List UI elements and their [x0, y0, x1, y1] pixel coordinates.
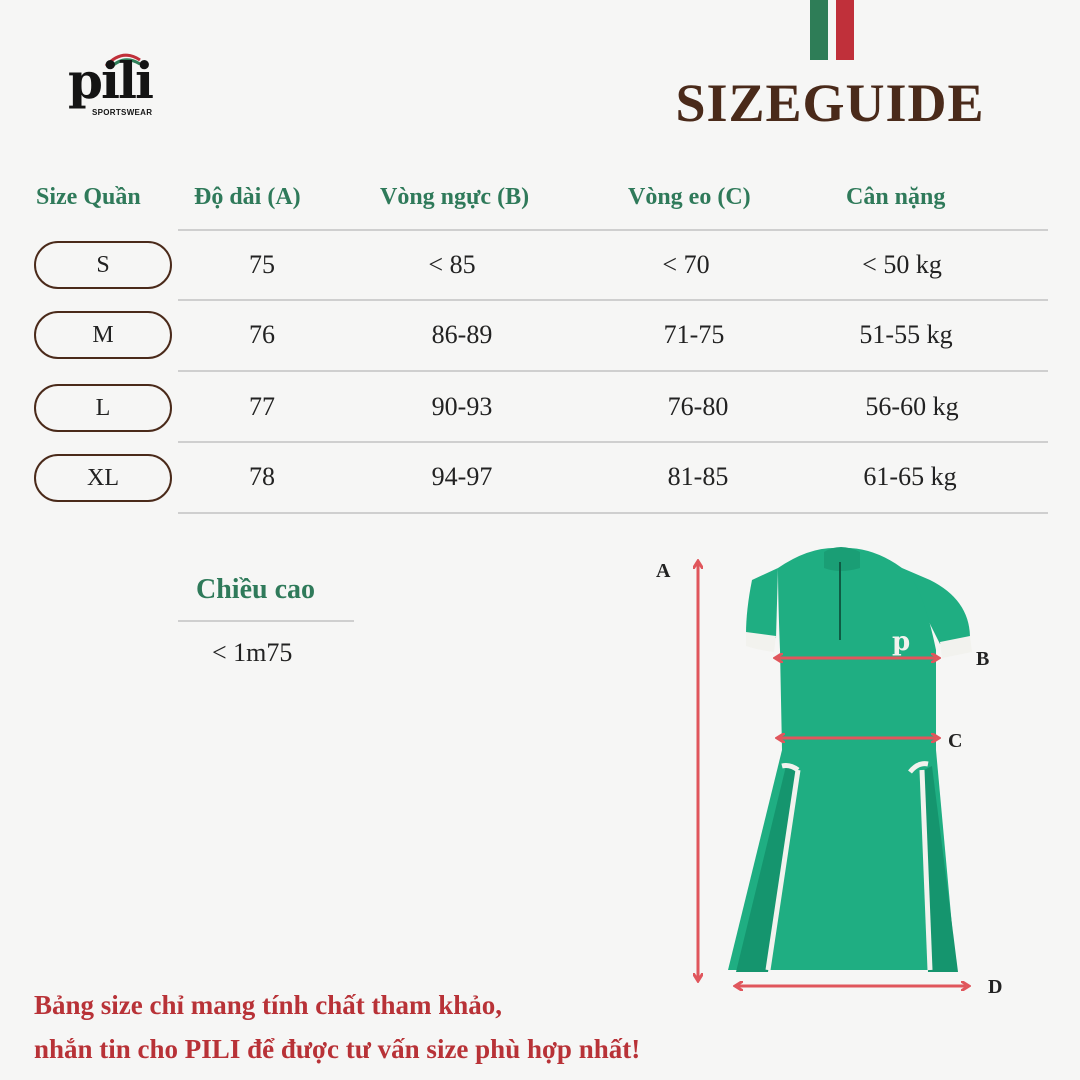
brand-logo — [68, 48, 178, 128]
note-line-2: nhắn tin cho PILI để được tư vấn size phù hợp nhất! — [34, 1034, 641, 1064]
header-size: Size Quần — [36, 184, 141, 210]
header-waist: Vòng eo (C) — [628, 184, 751, 210]
table-divider — [178, 299, 1048, 301]
dress-diagram — [640, 540, 1040, 1010]
cell-waist: 81-85 — [667, 462, 729, 491]
cell-waist: 71-75 — [663, 320, 725, 349]
size-pill-l: L — [34, 384, 172, 432]
height-value: < 1m75 — [212, 638, 293, 667]
flag-green-stripe — [810, 0, 828, 60]
cell-chest: 94-97 — [431, 462, 493, 491]
cell-waist: 76-80 — [667, 392, 729, 421]
cell-weight: 56-60 kg — [865, 392, 959, 421]
logo-wordmark: pili — [68, 51, 152, 110]
logo-subtitle: SPORTSWEAR — [92, 108, 153, 117]
height-heading: Chiều cao — [196, 574, 315, 605]
table-divider — [178, 229, 1048, 231]
svg-text:p: p — [892, 627, 911, 657]
height-divider — [178, 620, 354, 622]
header-length: Độ dài (A) — [194, 184, 301, 210]
size-pill-s: S — [34, 241, 172, 289]
size-pill-m: M — [34, 311, 172, 359]
dress-illustration — [728, 547, 972, 972]
size-pill-xl: XL — [34, 454, 172, 502]
table-divider — [178, 441, 1048, 443]
label-b: B — [976, 648, 990, 670]
note-line-1: Bảng size chỉ mang tính chất tham khảo, — [34, 990, 503, 1020]
cell-chest: 90-93 — [431, 392, 493, 421]
cell-weight: 61-65 kg — [863, 462, 957, 491]
flag-red-stripe — [836, 0, 854, 60]
header-weight: Cân nặng — [846, 184, 946, 210]
label-a: A — [656, 560, 671, 582]
table-divider — [178, 512, 1048, 514]
cell-length: 76 — [249, 320, 275, 349]
cell-weight: < 50 kg — [862, 250, 942, 279]
cell-chest: 86-89 — [431, 320, 493, 349]
header-chest: Vòng ngực (B) — [380, 184, 530, 210]
cell-chest: < 85 — [428, 250, 476, 279]
cell-length: 78 — [249, 462, 275, 491]
page-title: SIZEGUIDE — [675, 73, 985, 133]
cell-length: 77 — [249, 392, 275, 421]
table-divider — [178, 370, 1048, 372]
cell-waist: < 70 — [662, 250, 710, 279]
label-c: C — [948, 730, 963, 752]
cell-length: 75 — [249, 250, 275, 279]
cell-weight: 51-55 kg — [859, 320, 953, 349]
label-d: D — [988, 976, 1003, 998]
